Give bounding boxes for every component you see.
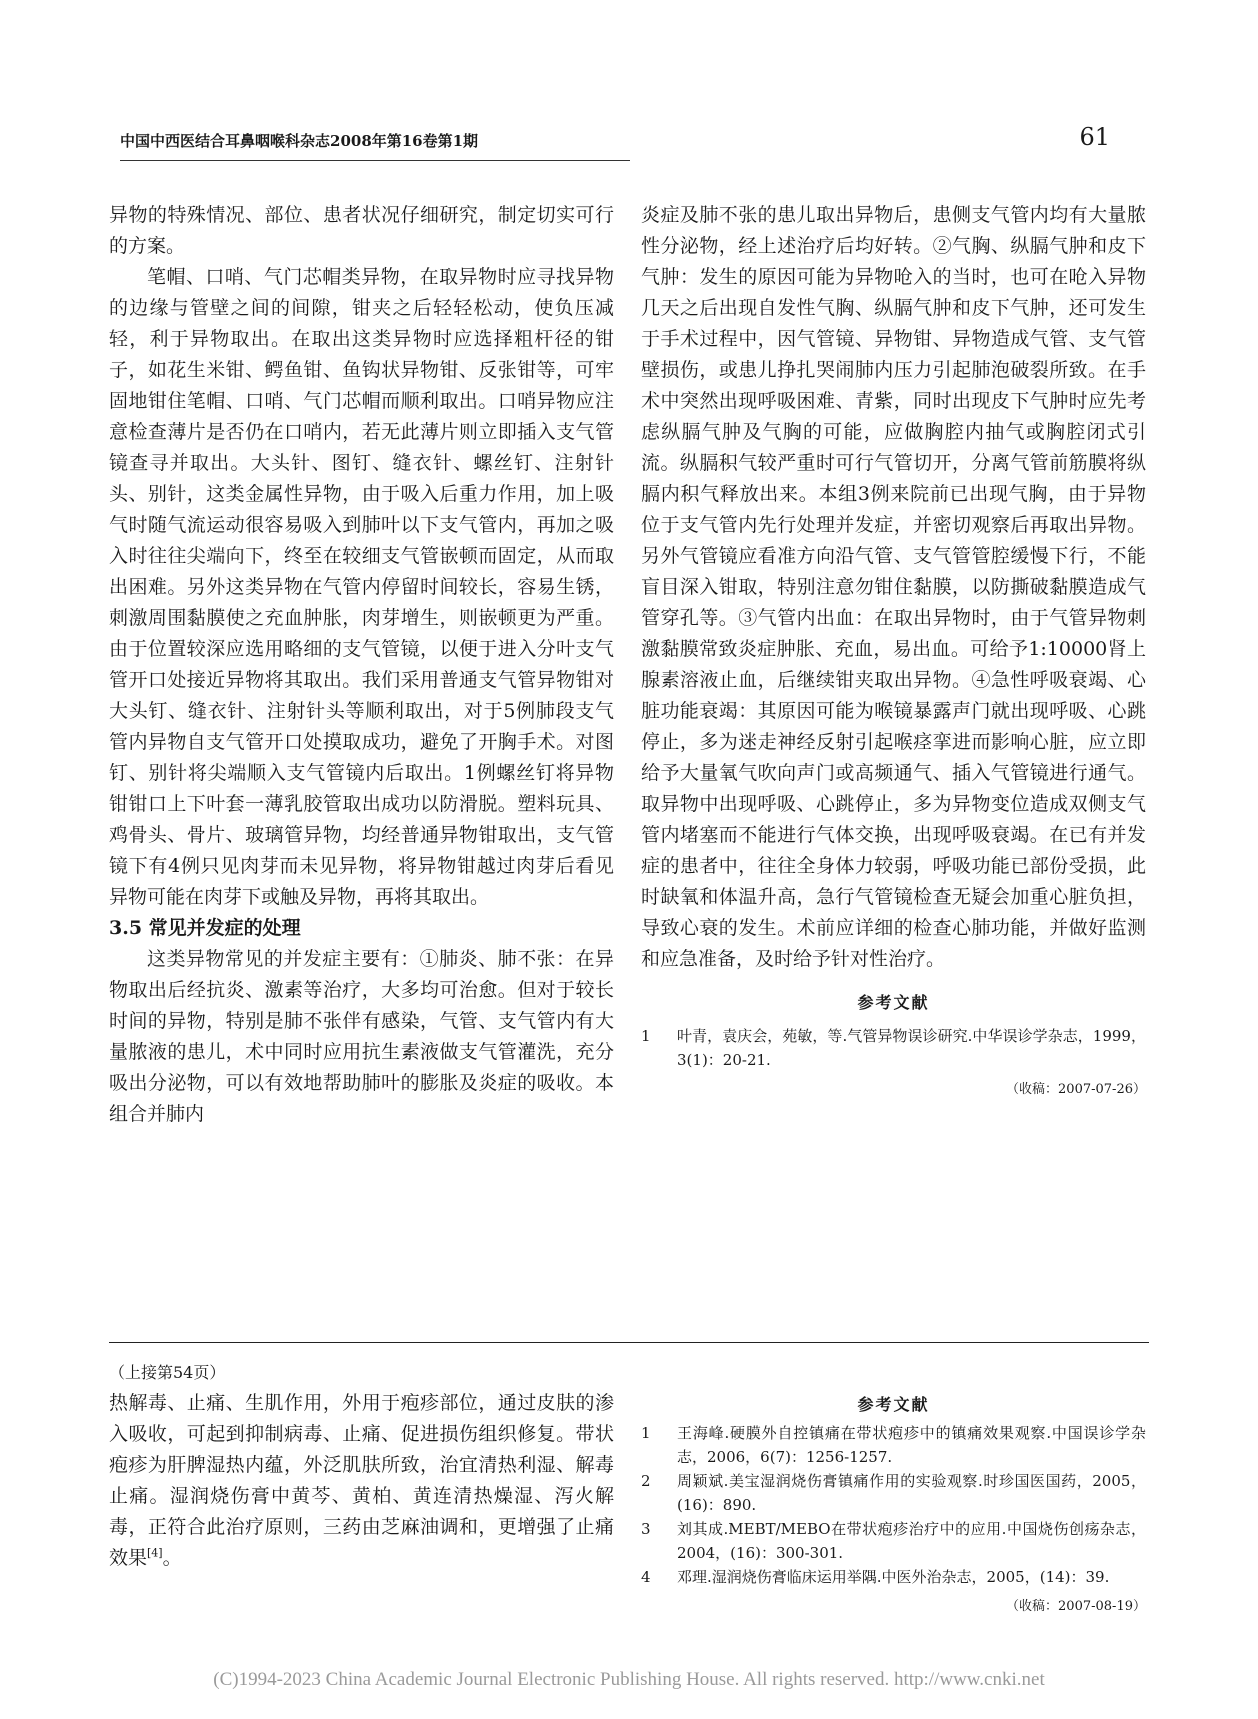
citation-marker: [4] <box>147 1546 163 1560</box>
paragraph <box>109 1388 614 1574</box>
references-title: 参考文献 <box>857 993 930 1012</box>
paragraph: 笔帽、口哨、气门芯帽类异物，在取异物时应寻找异物的边缘与管壁之间的间隙，钳夹之后轻轻松动，使负压减轻，利于异物取出。在取出这类异物时应选择粗杆径的钳子，如花生米钳、鳄鱼钳、鱼钩状异物钳、反张钳等，可牢固地钳住笔帽、口哨、气门芯帽而顺利取出。口哨异物应注意检查薄片是否仍在口哨内，若无此薄片则立即插入支气管镜查寻并取出。大头针、图钉、缝衣针、螺丝钉、注射针头、别针，这类金属性异物，由于吸入后重力作用，加上吸气时随气流运动很容易吸入到肺叶以下支气管内，再加之吸入时往往尖端向下，终至在较细支气管嵌顿而固定，从而取出困难。另外这类异物在气管内停留时间较长，容易生锈，刺激周围黏膜使之充血肿胀，肉芽增生，则嵌顿更为严重。由于位置较深应选用略细的支气管镜，以便于进入分叶支气管开口处接近异物将其取出。我们采用普通支气管异物钳对大头钉、缝衣针、注射针头等顺利取出，对于5例肺段支气管内异物自支气管开口处摸取成功，避免了开胸手术。对图钉、别针将尖端顺入支气管镜内后取出。1例螺丝钉将异物钳钳口上下叶套一薄乳胶管取出成功以防滑脱。塑料玩具、鸡骨头、骨片、玻璃管异物，均经普通异物钳取出，支气管镜下有4例只见肉芽而未见异物，将异物钳越过肉芽后看见异物可能在肉芽下或触及异物，再将其取出。 <box>109 266 614 908</box>
left-column <box>109 200 614 1130</box>
reference-item <box>641 1024 1146 1072</box>
copyright-footer: (C)1994-2023 China Academic Journal Electronic Publishing House. All rights reserved. http://www.cnki.net <box>213 1669 1045 1690</box>
section-heading: 3.5 常见并发症的处理 <box>109 917 301 939</box>
reference-number: 1 <box>641 1027 651 1045</box>
reference-item <box>641 1517 1146 1565</box>
reference-text: 周颖斌.美宝湿润烧伤膏镇痛作用的实验观察.时珍国医国药，2005，(16)：890. <box>677 1472 1146 1514</box>
reference-item <box>641 1565 1146 1589</box>
reference-text: 叶青，袁庆会，苑敏，等.气管异物误诊研究.中华误诊学杂志，1999，3(1)：20-21. <box>677 1027 1146 1069</box>
paragraph: 异物的特殊情况、部位、患者状况仔细研究，制定切实可行的方案。 <box>109 204 614 257</box>
page-number: 61 <box>1079 123 1110 151</box>
received-date: （收稿：2007-08-19） <box>1006 1599 1146 1614</box>
reference-number: 4 <box>641 1568 651 1586</box>
received-date: （收稿：2007-07-26） <box>1006 1082 1146 1097</box>
header-rule <box>120 160 630 161</box>
reference-text: 邓理.湿润烧伤膏临床运用举隅.中医外治杂志，2005，(14)：39. <box>677 1568 1110 1586</box>
reference-number: 2 <box>641 1472 651 1490</box>
reference-number: 3 <box>641 1520 651 1538</box>
reference-number: 1 <box>641 1424 651 1442</box>
section-divider <box>109 1342 1149 1343</box>
journal-header: 中国中西医结合耳鼻咽喉科杂志2008年第16卷第1期 <box>120 132 479 150</box>
reference-item <box>641 1421 1146 1469</box>
paragraph-text: 热解毒、止痛、生肌作用，外用于疱疹部位，通过皮肤的渗入吸收，可起到抑制病毒、止痛、促进损伤组织修复。带状疱疹为肝脾湿热内蕴，外泛肌肤所致，治宜清热利湿、解毒止痛。湿润烧伤膏中黄芩、黄柏、黄连清热燥湿、泻火解毒，正符合此治疗原则，三药由芝麻油调和，更增强了止痛效果 <box>109 1392 614 1569</box>
paragraph: 这类异物常见的并发症主要有：①肺炎、肺不张：在异物取出后经抗炎、激素等治疗，大多均可治愈。但对于较长时间的异物，特别是肺不张伴有感染，气管、支气管内有大量脓液的患儿，术中同时应用抗生素液做支气管灌洗，充分吸出分泌物，可以有效地帮助肺叶的膨胀及炎症的吸收。本组合并肺内 <box>109 948 614 1125</box>
references-title: 参考文献 <box>857 1395 930 1414</box>
continued-article-references <box>641 1384 1146 1617</box>
paragraph: 炎症及肺不张的患儿取出异物后，患侧支气管内均有大量脓性分泌物，经上述治疗后均好转。②气胸、纵膈气肿和皮下气肿：发生的原因可能为异物呛入的当时，也可在呛入异物几天之后出现自发性气胸、纵膈气肿和皮下气肿，还可发生于手术过程中，因气管镜、异物钳、异物造成气管、支气管壁损伤，或患儿挣扎哭闹肺内压力引起肺泡破裂所致。在手术中突然出现呼吸困难、青紫，同时出现皮下气肿时应先考虑纵膈气肿及气胸的可能，应做胸腔内抽气或胸腔闭式引流。纵膈积气较严重时可行气管切开，分离气管前筋膜将纵膈内积气释放出来。本组3例来院前已出现气胸，由于异物位于支气管内先行处理并发症，并密切观察后再取出异物。另外气管镜应看准方向沿气管、支气管管腔缓慢下行，不能盲目深入钳取，特别注意勿钳住黏膜，以防撕破黏膜造成气管穿孔等。③气管内出血：在取出异物时，由于气管异物刺激黏膜常致炎症肿胀、充血，易出血。可给予1:10000肾上腺素溶液止血，后继续钳夹取出异物。④急性呼吸衰竭、心脏功能衰竭：其原因可能为喉镜暴露声门就出现呼吸、心跳停止，多为迷走神经反射引起喉痉挛进而影响心脏，应立即给予大量氧气吹向声门或高频通气、插入气管镜进行通气。取异物中出现呼吸、心跳停止，多为异物变位造成双侧支气管内堵塞而不能进行气体交换，出现呼吸衰竭。在已有并发症的患者中，往往全身体力较弱，呼吸功能已部份受损，此时缺氧和体温升高，急行气管镜检查无疑会加重心脏负担，导致心衰的发生。术前应详细的检查心肺功能，并做好监测和应急准备，及时给予针对性治疗。 <box>641 204 1146 970</box>
right-column <box>641 200 1146 1100</box>
reference-text: 刘其成.MEBT/MEBO在带状疱疹治疗中的应用.中国烧伤创疡杂志，2004，(16)：300-301. <box>677 1520 1146 1562</box>
continued-article-text <box>109 1360 614 1574</box>
continued-from-note: （上接第54页） <box>109 1363 226 1382</box>
paragraph-end: 。 <box>162 1547 182 1569</box>
reference-item <box>641 1469 1146 1517</box>
reference-text: 王海峰.硬膜外自控镇痛在带状疱疹中的镇痛效果观察.中国误诊学杂志，2006，6(7)：1256-1257. <box>677 1424 1146 1466</box>
